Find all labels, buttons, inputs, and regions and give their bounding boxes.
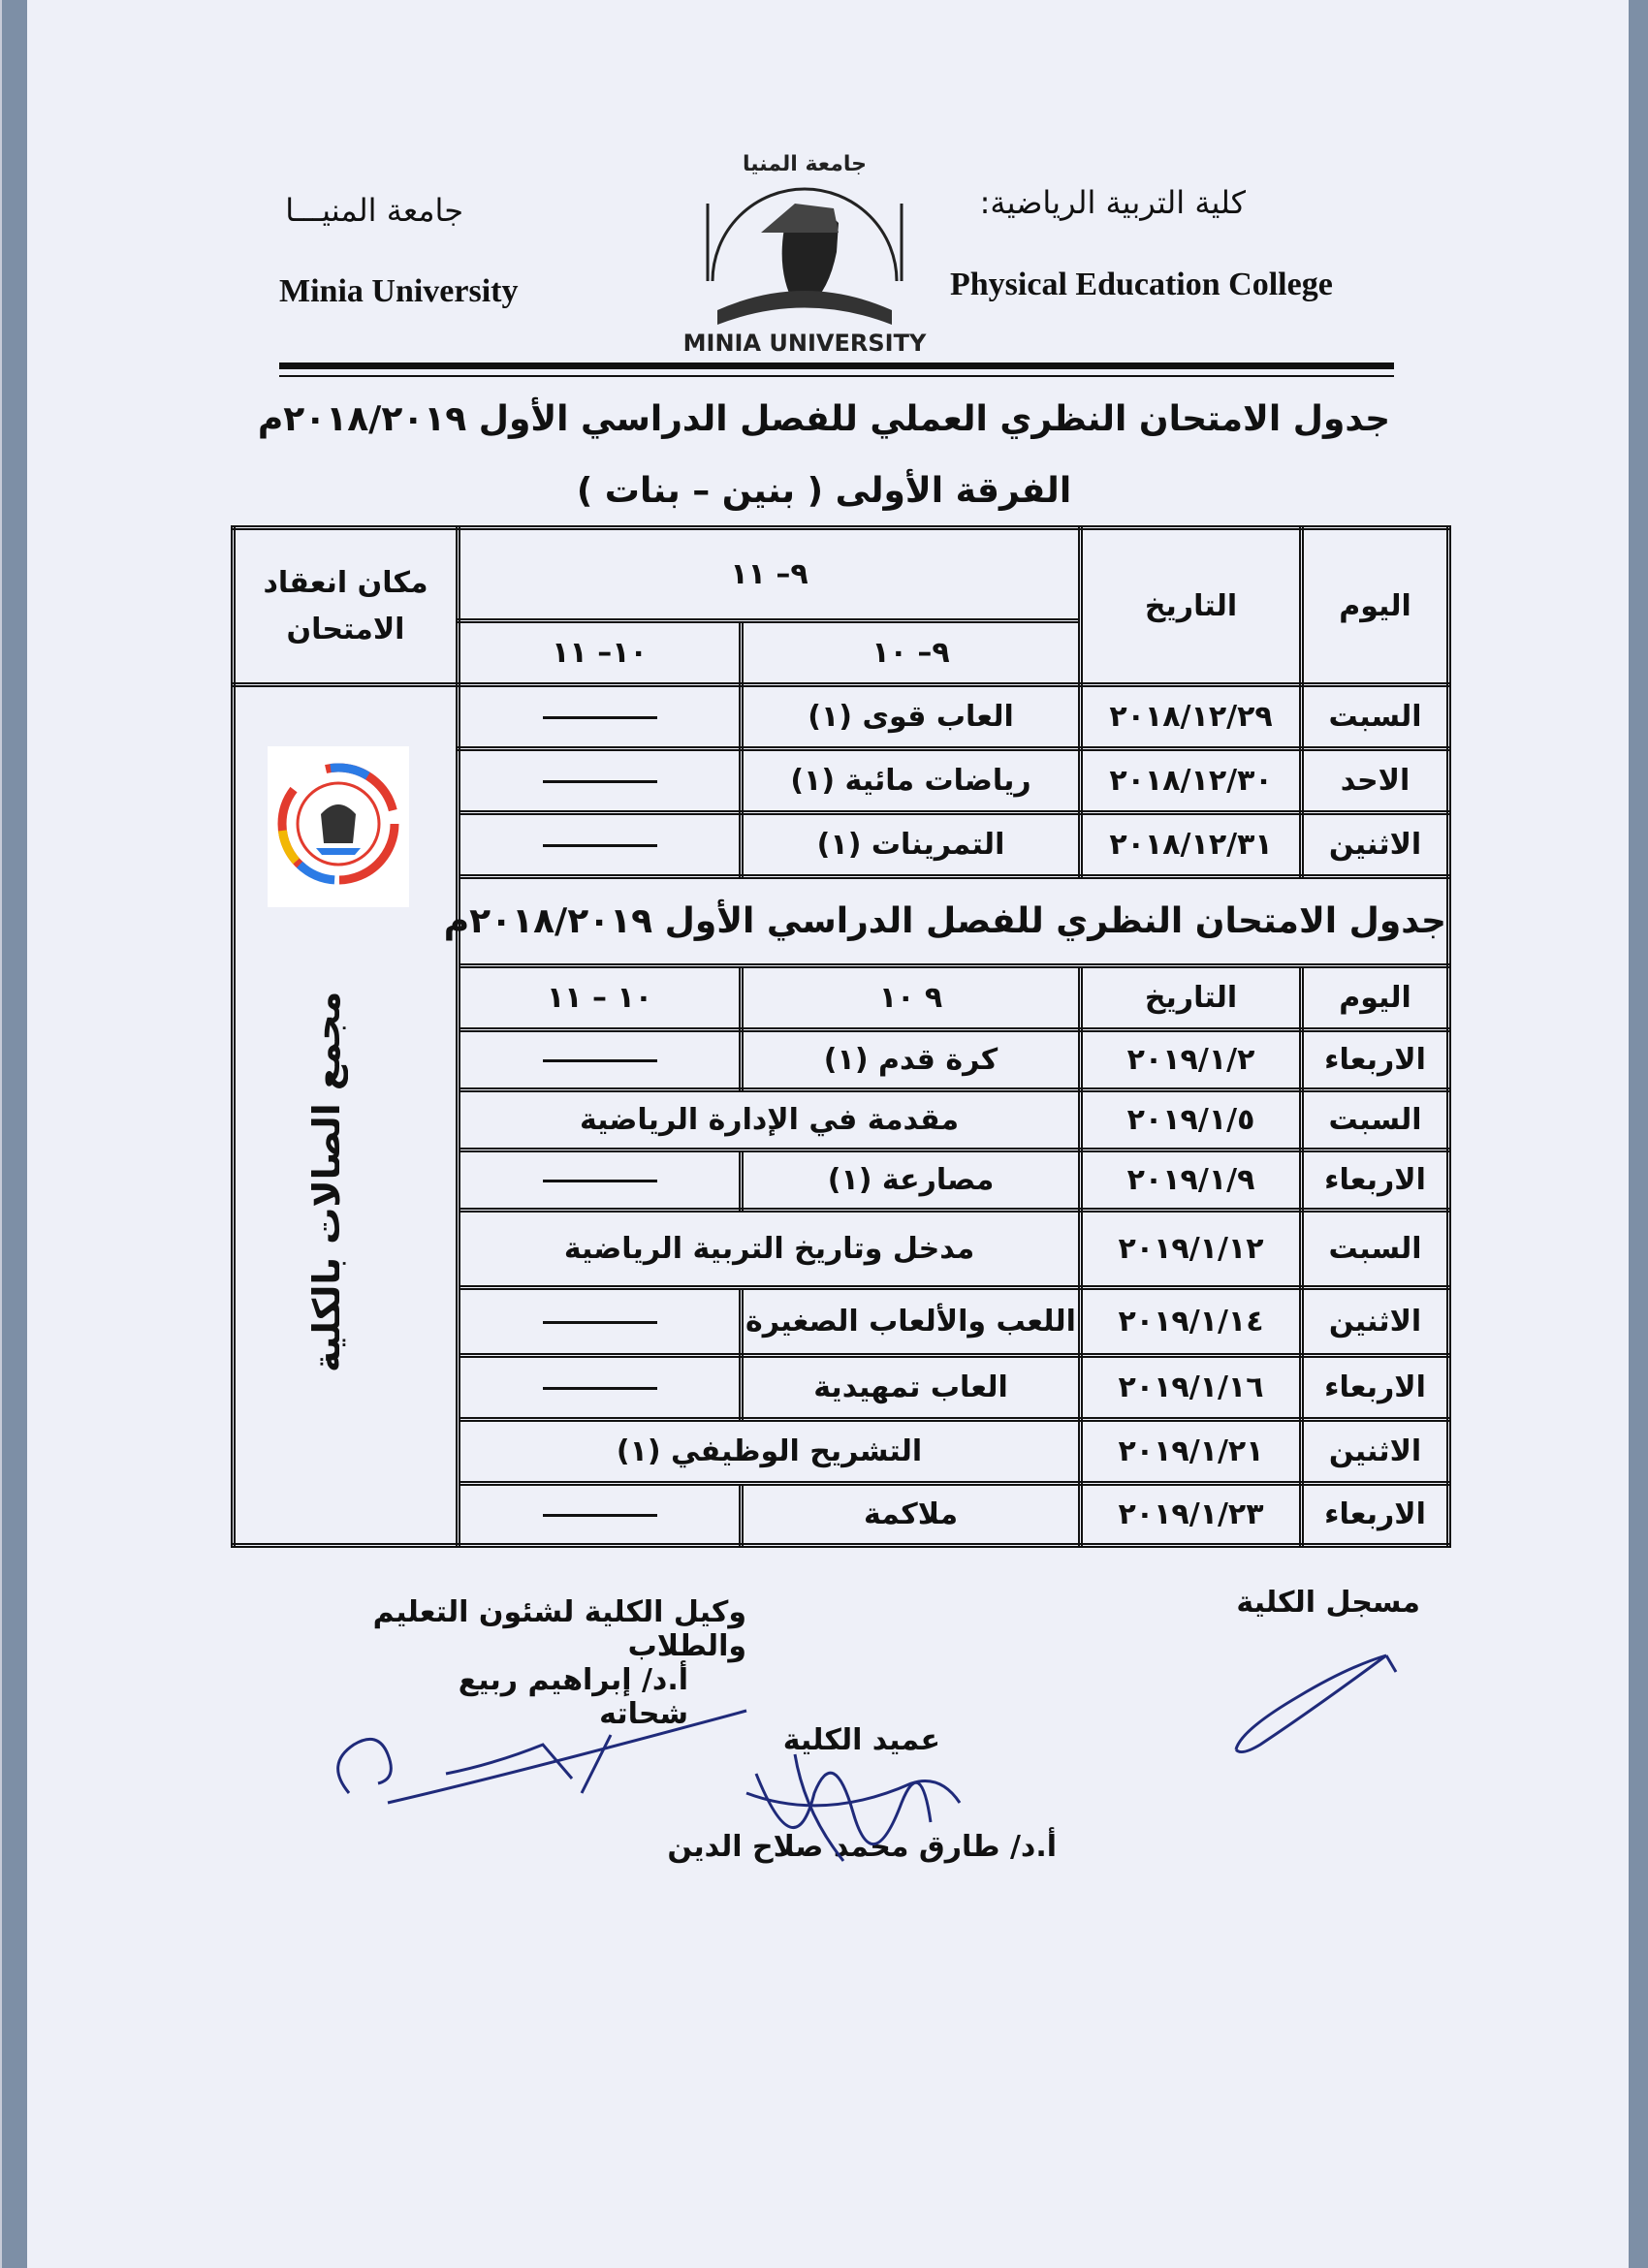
table-row: الاثنين ٢٠١٨/١٢/٣١ التمرينات (١) (234, 813, 1449, 877)
col-header-time-range: ٩– ١١ (459, 528, 1081, 621)
university-name-arabic: جامعة المنيـــا (285, 192, 463, 229)
dean-name: أ.د/ طارق محمد صلاح الدين (667, 1830, 1057, 1864)
table-row: الاربعاء ٢٠١٩/١/٩ مصارعة (١) (234, 1150, 1449, 1211)
faculty-emblem (268, 746, 409, 907)
empty-slot-dash (543, 716, 657, 719)
logo-arabic-text: جامعة المنيا (743, 152, 867, 176)
registrar-signature (1221, 1638, 1415, 1764)
empty-slot-dash (543, 844, 657, 847)
college-name-arabic: كلية التربية الرياضية: (979, 184, 1246, 221)
empty-slot-dash (543, 1059, 657, 1062)
dean-signature (737, 1735, 979, 1890)
university-name-english: Minia University (279, 273, 519, 309)
table-row: الاثنين ٢٠١٩/١/١٤ اللعب والألعاب الصغيرة (234, 1288, 1449, 1356)
col-header-slot-2: ١٠– ١١ (459, 621, 742, 685)
col-header-day-2: اليوم (1302, 966, 1449, 1030)
table-row: الاربعاء ٢٠١٩/١/٢٣ ملاكمة (234, 1484, 1449, 1546)
vice-dean-signature (320, 1686, 766, 1812)
empty-slot-dash (543, 780, 657, 783)
table-row: السبت ٢٠١٩/١/٥ مقدمة في الإدارة الرياضية (234, 1090, 1449, 1150)
exam-schedule-table (231, 525, 1451, 1548)
logo-english-text: MINIA UNIVERSITY (682, 330, 927, 357)
empty-slot-dash (543, 1180, 657, 1182)
col-header-slot-1b: ٩ ١٠ (742, 966, 1081, 1030)
col-header-date-2: التاريخ (1081, 966, 1302, 1030)
empty-slot-dash (543, 1387, 657, 1390)
header-rule-thin (279, 375, 1394, 377)
university-logo (683, 136, 926, 359)
exam-location-text: مجمع الصالات بالكلية (305, 991, 348, 1372)
col-header-date: التاريخ (1081, 528, 1302, 685)
page-edge (0, 0, 2, 2268)
page-subtitle: الفرقة الأولى ( بنين – بنات ) (576, 471, 1072, 511)
page-title: جدول الامتحان النظري العملي للفصل الدراسي الأول ٢٠١٨/٢٠١٩م (257, 399, 1391, 439)
empty-slot-dash (543, 1514, 657, 1517)
header-rule-thick (279, 362, 1394, 369)
vice-dean-name: أ.د/ إبراهيم ربيع شحاته (458, 1663, 688, 1731)
section-title: جدول الامتحان النظري للفصل الدراسي الأول ٢٠١٨/٢٠١٩م (459, 877, 1449, 966)
table-row: الاثنين ٢٠١٩/١/٢١ التشريح الوظيفي (١) (234, 1420, 1449, 1484)
table-row: السبت ٢٠١٨/١٢/٢٩ العاب قوى (١) مجمع الصالات بالكلية (234, 685, 1449, 749)
table-row: الاحد ٢٠١٨/١٢/٣٠ رياضات مائية (١) (234, 749, 1449, 813)
col-header-day: اليوم (1302, 528, 1449, 685)
registrar-label: مسجل الكلية (1236, 1586, 1420, 1620)
dean-label: عميد الكلية (782, 1723, 940, 1757)
vice-dean-label: وكيل الكلية لشئون التعليم والطلاب (372, 1595, 746, 1663)
col-header-slot-1: ٩– ١٠ (742, 621, 1081, 685)
college-name-english: Physical Education College (950, 267, 1333, 302)
table-row: الاربعاء ٢٠١٩/١/١٦ العاب تمهيدية (234, 1356, 1449, 1420)
col-header-location: مكان انعقاد الامتحان (234, 528, 459, 685)
col-header-slot-2b: ١٠ – ١١ (459, 966, 742, 1030)
table-row: الاربعاء ٢٠١٩/١/٢ كرة قدم (١) (234, 1030, 1449, 1090)
table-row: السبت ٢٠١٩/١/١٢ مدخل وتاريخ التربية الرياضية (234, 1211, 1449, 1288)
empty-slot-dash (543, 1321, 657, 1324)
